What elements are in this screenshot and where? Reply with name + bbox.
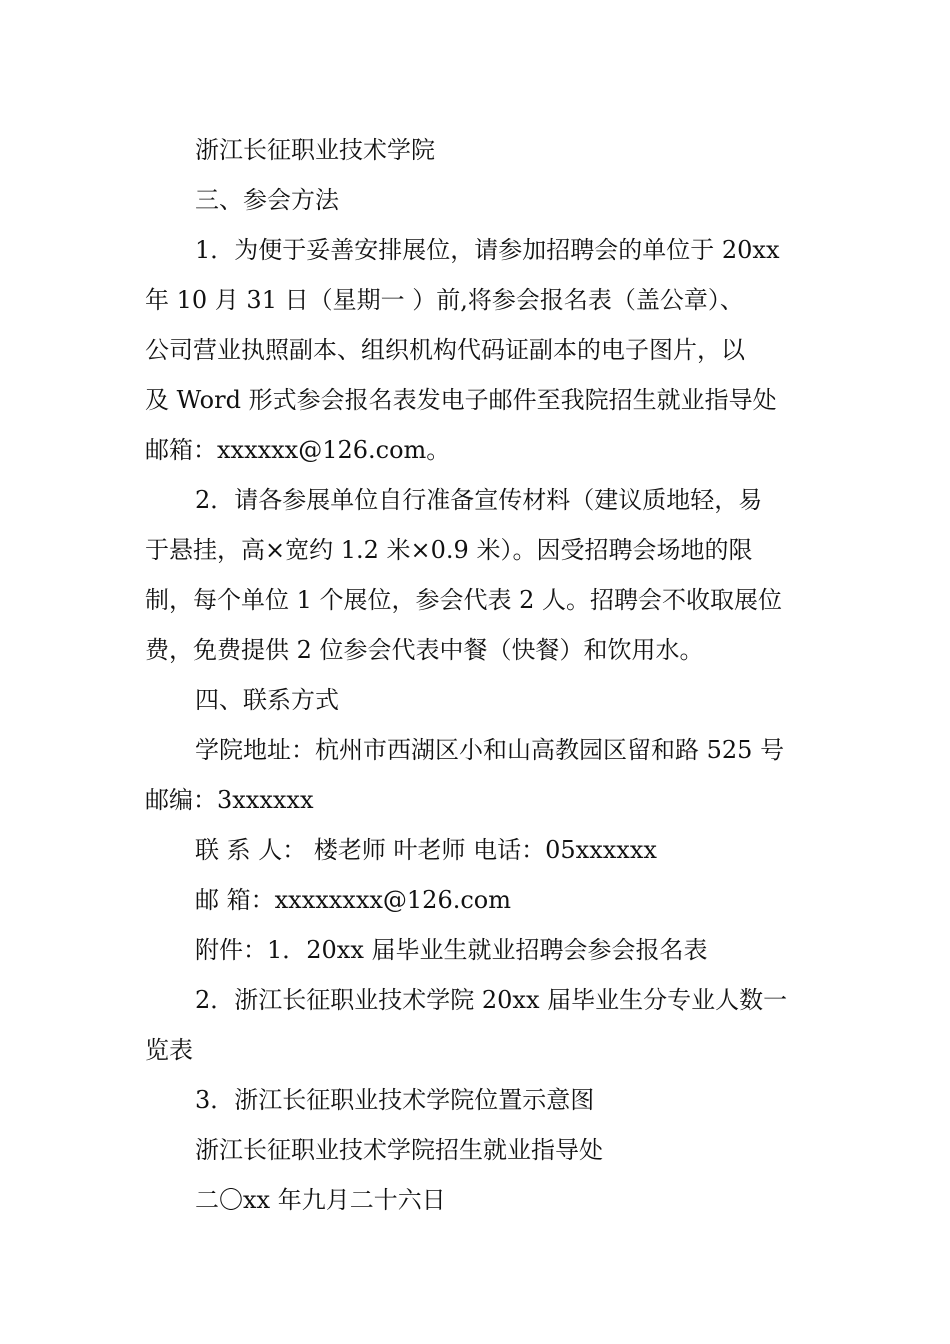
- paragraph-2-line-3: 制，每个单位 1 个展位，参会代表 2 人。招聘会不收取展位: [145, 586, 783, 614]
- signature-office-line: 浙江长征职业技术学院招生就业指导处: [195, 1136, 603, 1164]
- attachment-2-line-2: 览表: [145, 1036, 193, 1064]
- contact-email-line: 邮 箱：xxxxxxxx@126.com: [195, 886, 511, 914]
- paragraph-1-email-line: 邮箱：xxxxxx@126.com。: [145, 436, 451, 464]
- attachment-1-line: 附件：1．20xx 届毕业生就业招聘会参会报名表: [195, 936, 708, 964]
- attachment-2-line-1: 2．浙江长征职业技术学院 20xx 届毕业生分专业人数一: [195, 986, 788, 1014]
- section-heading-participation: 三、参会方法: [195, 186, 339, 214]
- paragraph-2-line-1: 2．请各参展单位自行准备宣传材料（建议质地轻，易: [195, 486, 763, 514]
- section-heading-contact: 四、联系方式: [195, 686, 339, 714]
- paragraph-1-line-3: 公司营业执照副本、组织机构代码证副本的电子图片，以: [145, 336, 745, 364]
- paragraph-1-line-1: 1．为便于妥善安排展位，请参加招聘会的单位于 20xx: [195, 236, 780, 264]
- contact-person-line: 联 系 人： 楼老师 叶老师 电话：05xxxxxx: [195, 836, 657, 864]
- address-line: 学院地址：杭州市西湖区小和山高教园区留和路 525 号: [195, 736, 785, 764]
- paragraph-1-line-2: 年 10 月 31 日（星期一 ）前,将参会报名表（盖公章）、: [145, 286, 744, 314]
- paragraph-2-line-4: 费，免费提供 2 位参会代表中餐（快餐）和饮用水。: [145, 636, 704, 664]
- postcode-line: 邮编：3xxxxxx: [145, 786, 314, 814]
- paragraph-1-line-4: 及 Word 形式参会报名表发电子邮件至我院招生就业指导处: [145, 386, 777, 414]
- paragraph-2-line-2: 于悬挂，高×宽约 1.2 米×0.9 米）。因受招聘会场地的限: [145, 536, 753, 564]
- attachment-3-line: 3．浙江长征职业技术学院位置示意图: [195, 1086, 595, 1114]
- signature-date-line: 二〇xx 年九月二十六日: [195, 1186, 446, 1214]
- college-name-line: 浙江长征职业技术学院: [195, 136, 435, 164]
